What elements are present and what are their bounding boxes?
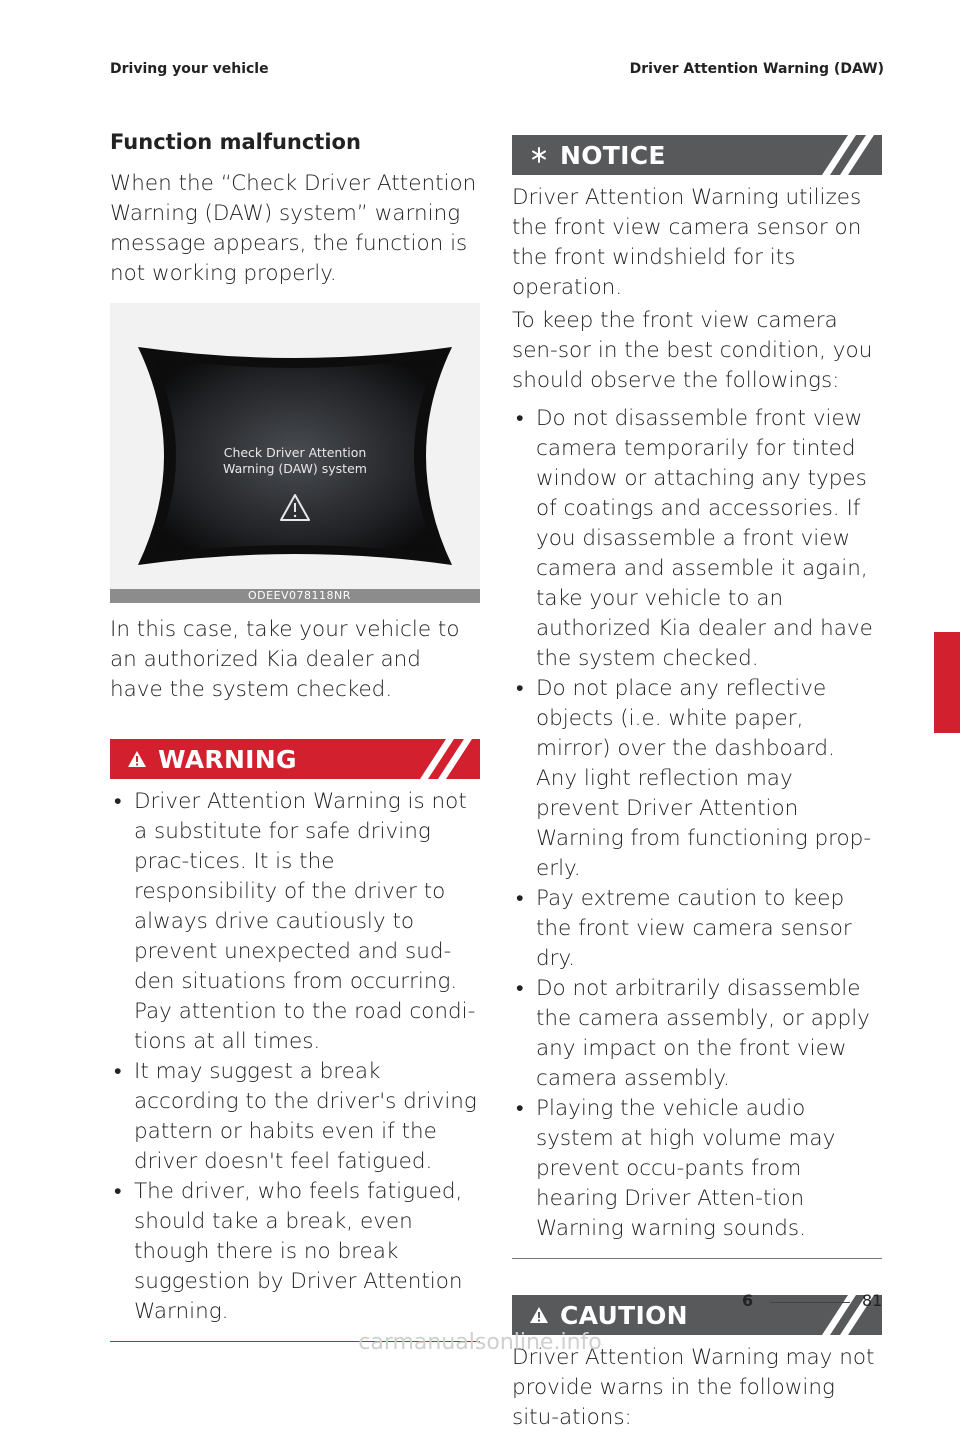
figure-caption: ODEEV078118NR	[248, 589, 351, 603]
footer-page-number: 81	[862, 1291, 883, 1310]
chapter-side-tab-number: 6	[943, 712, 956, 733]
right-column	[512, 135, 882, 1433]
after-figure-paragraph: In this case, take your vehicle to an authorized Kia dealer and have the system checked.	[110, 617, 460, 703]
notice-paragraph-1: Driver Attention Warning utilizes the front view camera sensor on the front windshield for its operation.	[512, 185, 862, 300]
watermark-text: carmanualsonline.info	[358, 1330, 602, 1355]
cluster-message-figure	[110, 303, 480, 603]
notice-title: NOTICE	[560, 140, 666, 170]
warning-triangle-icon	[126, 748, 148, 770]
list-item: • Do not place any reflective objects (i.e. white paper, mirror) over the dashboard. Any light reflection may prevent Driver Attention Warning from functioning prop-erly.	[516, 676, 872, 881]
list-item: • It may suggest a break according to the driver's driving pattern or habits even if the driver doesn't feel fatigued.	[114, 1059, 477, 1175]
warning-triangle-icon	[528, 1304, 550, 1326]
notice-banner	[512, 135, 882, 175]
asterisk-icon	[528, 144, 550, 166]
intro-paragraph: When the “Check Driver Attention Warning (DAW) system” warning message appears, the function is not working properly.	[110, 171, 477, 287]
caution-paragraph: Driver Attention Warning may not provide warns in the following situ-ations:	[512, 1345, 875, 1430]
left-column	[110, 128, 480, 1342]
banner-slashes-decoration	[420, 739, 480, 779]
notice-list	[512, 404, 882, 1244]
display-line-2: Warning (DAW) system	[223, 461, 367, 477]
notice-end-rule	[512, 1258, 882, 1259]
display-line-1: Check Driver Attention	[223, 445, 367, 461]
list-item: • Playing the vehicle audio system at high volume may prevent occu-pants from hearing Driver Atten-tion Warning warning sounds.	[516, 1096, 836, 1241]
running-header-title: Driver Attention Warning (DAW)	[629, 61, 884, 77]
cluster-display-image	[138, 347, 452, 565]
list-item: • Driver Attention Warning is not a substitute for safe driving prac-tices. It is the responsibility of the driver to always drive cautiously to prevent unexpected and sud-den situations from occurring. Pay attention to the road condi-tions at all times.	[114, 789, 476, 1055]
figure-caption-bar	[110, 589, 480, 603]
warning-banner	[110, 739, 480, 779]
list-item: • Pay extreme caution to keep the front view camera sensor dry.	[516, 886, 852, 971]
footer-divider	[770, 1302, 850, 1303]
banner-slashes-decoration	[822, 135, 882, 175]
running-header-section: Driving your vehicle	[110, 61, 269, 77]
list-item: • Do not disassemble front view camera temporarily for tinted window or attaching any types of coatings and accessories. If you disassemble a front view camera and assemble it again, take your vehicle to an authorized Kia dealer and have the system checked.	[516, 406, 873, 671]
notice-paragraph-2: To keep the front view camera sen-sor in the best condition, you should observe the followings:	[512, 308, 873, 393]
section-heading: Function malfunction	[110, 130, 361, 154]
warning-title: WARNING	[158, 744, 297, 774]
footer-chapter-number: 6	[742, 1291, 754, 1310]
list-item: • Do not arbitrarily disassemble the camera assembly, or apply any impact on the front view camera assembly.	[516, 976, 870, 1091]
caution-banner	[512, 1295, 882, 1335]
list-item: • The driver, who feels fatigued, should take a break, even though there is no break suggestion by Driver Attention Warning.	[114, 1179, 463, 1325]
warning-list	[110, 787, 480, 1327]
caution-title: CAUTION	[560, 1300, 688, 1330]
